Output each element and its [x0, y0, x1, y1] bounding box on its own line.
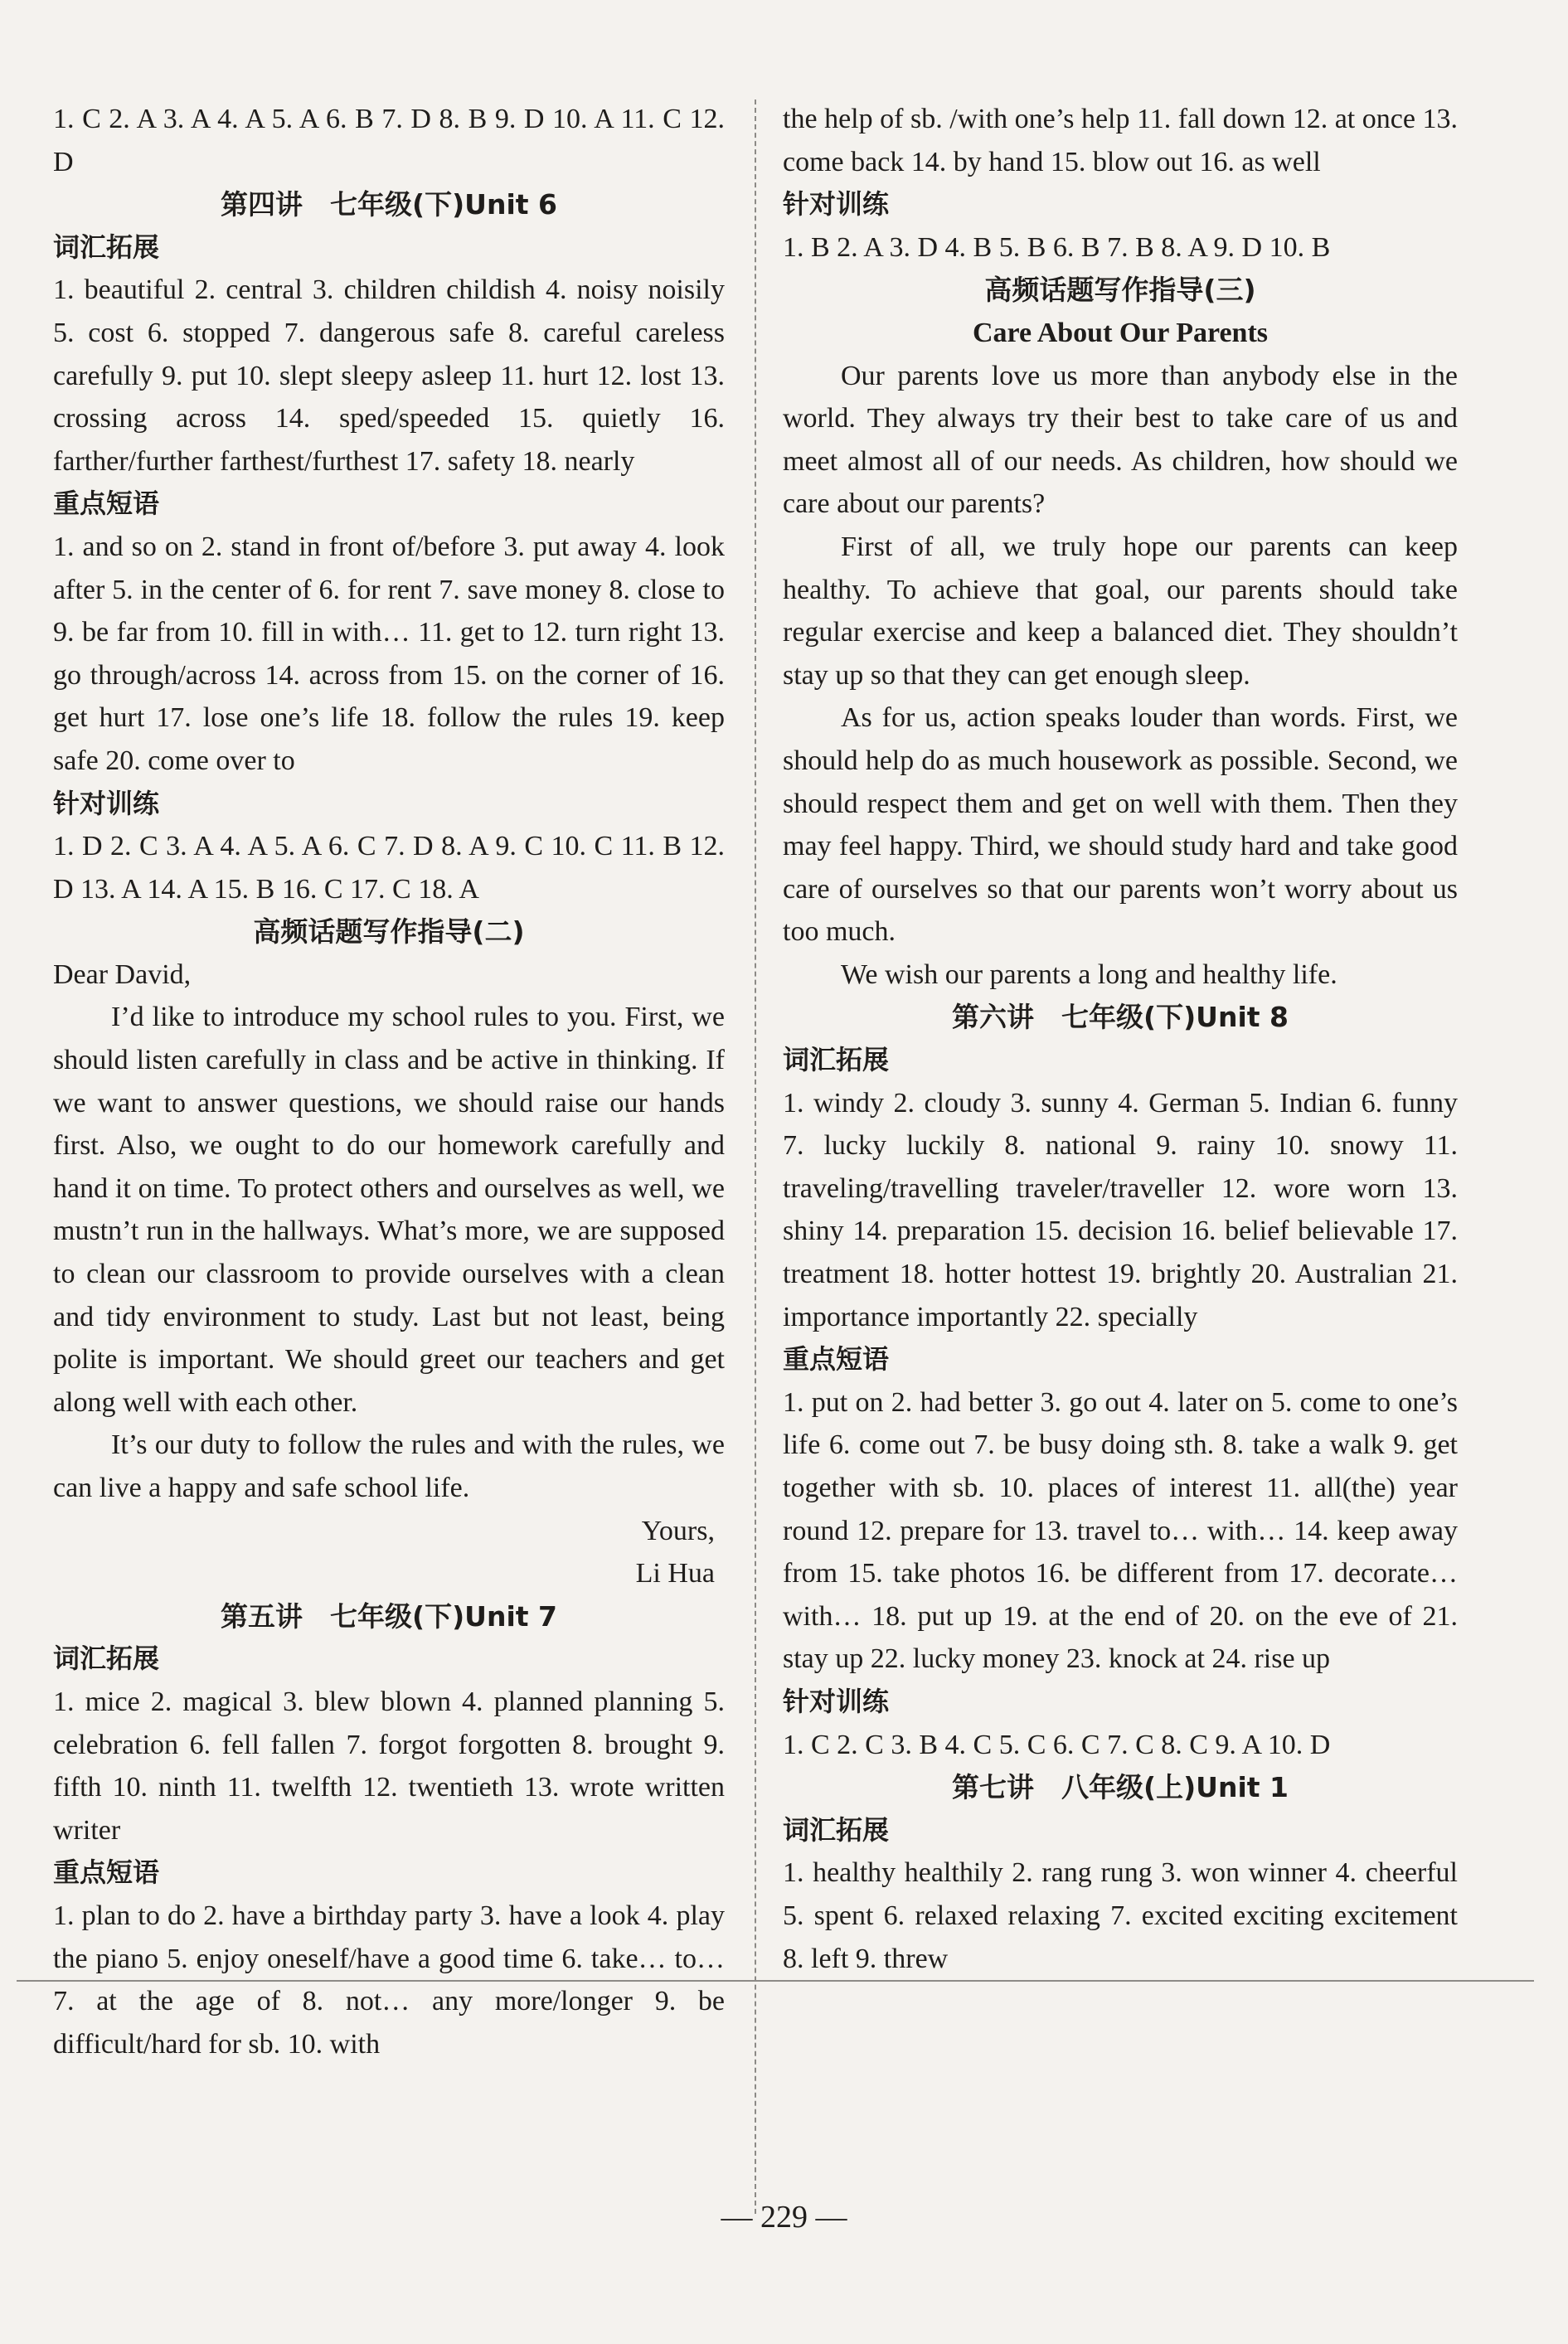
essay-paragraph-1: Our parents love us more than anybody else in the world. They always try their best to take care of us and meet almost all of our needs. As children, how should we care about our parents? — [783, 360, 1458, 520]
phrases-lecture4: 1. and so on 2. stand in front of/before 3. put away 4. look after 5. in the center of 6. for rent 7. save money 8. close to 9. be far from 10. fill in with… 11. get to 12. turn right 13. go through/across 14. across from 15. on the corner of 16. get hurt 17. lose one’s life 18. follow the rules 19. keep safe 20. come over to — [53, 531, 725, 776]
writing-guide-2-title: 高频话题写作指导(二) — [253, 915, 525, 949]
vocabulary-lecture6: 1. windy 2. cloudy 3. sunny 4. German 5. Indian 6. funny 7. lucky luckily 8. national 9. rainy 10. snowy 11. traveling/travelling traveler/traveller 12. wore worn 13. shiny 14. preparation 15. decision 16. belief believable 17. treatment 18. hotter hottest 19. brightly 20. Australian 21. importance importantly 22. specially — [783, 1087, 1458, 1332]
letter-closing: Yours, — [641, 1515, 715, 1546]
phrases-lecture5: 1. plan to do 2. have a birthday party 3. have a look 4. play the piano 5. enjoy oneself/have a good time 6. take… to… 7. at the age of 8. not… any more/longer 9. be difficult/hard for sb. 10. with — [53, 1900, 725, 2060]
phrases-lecture5-cont: the help of sb. /with one’s help 11. fall down 12. at once 13. come back 14. by hand 15. blow out 16. as well — [783, 104, 1458, 177]
page-number: — 229 — — [721, 2200, 847, 2235]
subheading-training: 针对训练 — [783, 188, 890, 221]
essay-paragraph-3: As for us, action speaks louder than words. First, we should help do as much housework as possible. Second, we should respect them and get on well with them. Then they may feel happy. Third, we should study hard and take good care of ourselves so that our parents won’t worry about us too much. — [783, 702, 1458, 948]
subheading-vocabulary: 词汇拓展 — [783, 1044, 890, 1076]
letter-paragraph-2: It’s our duty to follow the rules and with the rules, we can live a happy and safe school life. — [53, 1429, 725, 1503]
subheading-vocabulary: 词汇拓展 — [53, 1643, 160, 1675]
section-title-lecture4: 第四讲 七年级(下)Unit 6 — [221, 188, 557, 221]
essay-paragraph-4: We wish our parents a long and healthy life. — [841, 958, 1337, 990]
section-title-lecture6: 第六讲 七年级(下)Unit 8 — [952, 1001, 1289, 1034]
vocabulary-lecture5: 1. mice 2. magical 3. blew blown 4. planned planning 5. celebration 6. fell fallen 7. forgot forgotten 8. brought 9. fifth 10. ninth 11. twelfth 12. twentieth 13. wrote written writer — [53, 1686, 725, 1846]
subheading-phrases: 重点短语 — [53, 1856, 160, 1889]
section-title-lecture5: 第五讲 七年级(下)Unit 7 — [221, 1599, 557, 1633]
subheading-training: 针对训练 — [53, 787, 160, 819]
essay-paragraph-2: First of all, we truly hope our parents can keep healthy. To achieve that goal, our parents should take regular exercise and keep a balanced diet. They shouldn’t stay up so that they can get enough sleep. — [783, 531, 1458, 691]
subheading-training: 针对训练 — [783, 1685, 890, 1717]
training-answers-lecture5: 1. B 2. A 3. D 4. B 5. B 6. B 7. B 8. A 9. D 10. B — [783, 231, 1331, 263]
left-column — [53, 98, 725, 2065]
letter-greeting: Dear David, — [53, 958, 192, 990]
essay-title: Care About Our Parents — [972, 317, 1269, 348]
subheading-vocabulary: 词汇拓展 — [53, 231, 160, 263]
phrases-lecture6: 1. put on 2. had better 3. go out 4. later on 5. come to one’s life 6. come out 7. be busy doing sth. 8. take a walk 9. get together with sb. 10. places of interest 11. all(the) year round 12. prepare for 13. travel to… with… 14. keep away from 15. take photos 16. be different from 17. decorate… with… 18. put up 19. at the end of 20. on the eve of 21. stay up 22. lucky money 23. knock at 24. rise up — [783, 1386, 1458, 1675]
letter-paragraph-1: I’d like to introduce my school rules to you. First, we should listen carefully in class and be active in thinking. If we want to answer questions, we should raise our hands first. Also, we ought to do our homework carefully and hand it on time. To protect others and ourselves as well, we mustn’t run in the hallways. What’s more, we are supposed to clean our classroom to provide ourselves with a clean and tidy environment to study. Last but not least, being polite is important. We should greet our teachers and get along well with each other. — [53, 1002, 725, 1418]
training-answers-lecture4: 1. D 2. C 3. A 4. A 5. A 6. C 7. D 8. A 9. C 10. C 11. B 12. D 13. A 14. A 15. B 16. C 17. C 18. A — [53, 831, 725, 905]
subheading-phrases: 重点短语 — [783, 1343, 890, 1376]
writing-guide-3-title: 高频话题写作指导(三) — [984, 274, 1256, 307]
column-divider — [755, 99, 756, 2214]
right-column — [783, 98, 1458, 1980]
subheading-phrases: 重点短语 — [53, 488, 160, 520]
vocabulary-lecture7: 1. healthy healthily 2. rang rung 3. won winner 4. cheerful 5. spent 6. relaxed relaxing 7. excited exciting excitement 8. left 9. threw — [783, 1857, 1458, 1974]
vocabulary-lecture4: 1. beautiful 2. central 3. children childish 4. noisy noisily 5. cost 6. stopped 7. dangerous safe 8. careful careless carefully 9. put 10. slept sleepy asleep 11. hurt 12. lost 13. crossing across 14. sped/speeded 15. quietly 16. farther/further farthest/furthest 17. safety 18. nearly — [53, 274, 725, 477]
letter-signature: Li Hua — [635, 1558, 715, 1589]
subheading-vocabulary: 词汇拓展 — [783, 1813, 890, 1846]
answers-lecture3-end: 1. C 2. A 3. A 4. A 5. A 6. B 7. D 8. B 9. D 10. A 11. C 12. D — [53, 104, 725, 177]
section-title-lecture7: 第七讲 八年级(上)Unit 1 — [952, 1771, 1289, 1804]
training-answers-lecture6: 1. C 2. C 3. B 4. C 5. C 6. C 7. C 8. C 9. A 10. D — [783, 1729, 1331, 1760]
